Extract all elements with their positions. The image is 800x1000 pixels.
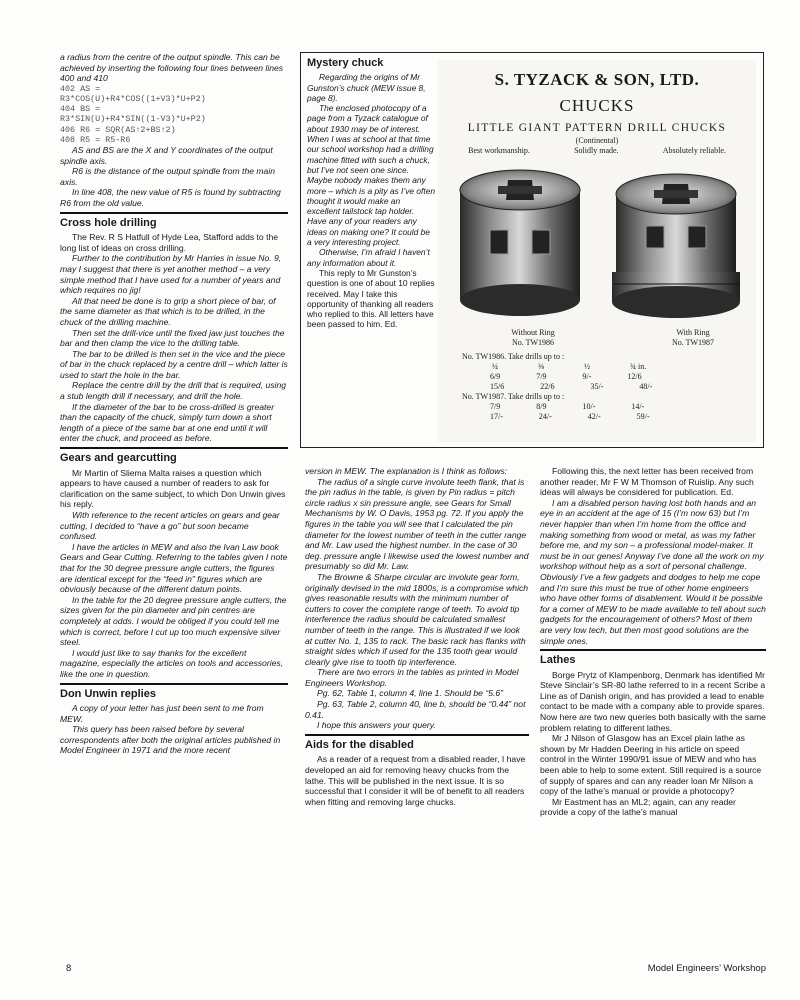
paragraph: The radius of a single curve involute teeth flank, that is the pin radius in the table, is given by Pin radius = pitch circle radius x sin pressure angle, see Gears for Small Mechanisms by W. O Davis, 1953 pg. 72. If you apply the figures in the table you will see that I calculated the pin diameter for the lowest number of teeth in the cutter range and Mr. Law used the highest number. In the case of 30 deg. pressure angle I likewise used the lowest number and presumably so did Mr. Law. [305,476,529,572]
section-heading: Gears and gearcutting [60,452,177,465]
mystery-chuck-text [307,58,435,330]
catalogue-title: CHUCKS [559,96,635,115]
page-number: 8 [66,963,72,974]
price-row: ¼ ⅜ ½ ¾ in. [492,362,647,371]
price-table [462,352,752,422]
paragraph: Following this, the next letter has been received from another reader, Mr F W M Thomson of Ruislip. Any such ideas will always be considered for publication. Ed. [540,466,754,498]
paragraph: Borge Prytz of Klampenborg, Denmark has identified Mr Steve Sinclair’s SR-80 lathe referred to in a recent Scribe a Line as of Danish origin, and has provided a lead to enable contact to be made with a company able to provide spares. Now here are two new queries both basically with the same problem relating to different lathes. [540,669,766,733]
paragraph: version in MEW. The explanation is I think as follows: [305,466,508,476]
paragraph: Replace the centre drill by the drill that is required, using a stub length drill if necessary, and drill the hole. [60,380,287,402]
paragraph: Then set the drill-vice until the fixed jaw just touches the bar and then clamp the vice to the drilling table. [60,327,285,349]
paragraph: Mr Martin of Sliema Malta raises a question which appears to have caused a number of readers to ask for clarification on the same subject, to which Don Unwin gives his reply. [60,467,286,510]
column-right [540,466,766,818]
tagline-item: Absolutely reliable. [662,146,726,155]
caption-with-ring: With Ring No. TW1987 [671,328,715,347]
intro-paragraph: a radius from the centre of the output spindle. This can be achieved by inserting the following four lines between lines 400 and 410 [60,52,284,84]
code-line: 402 AS = [60,83,101,94]
paragraph: R6 is the distance of the output spindle from the main axis. [60,166,276,187]
catalogue-continental: (Continental) [575,136,619,145]
code-line: 404 BS = [60,104,101,115]
magazine-name: Model Engineers’ Workshop [647,963,766,974]
paragraph: The Browne & Sharpe circular arc involute gear form, originally devised in the mid 1800s, is a compromise which gives reasonable results with the minimum number of cutters to cover the complete range of teeth. To avoid tip interference the radius should be calculated smallest number of teeth in the range. This is illustrated if we look at cutter No. 1, 135 to rack. The basic rack has flanks with straight sides which if used for the 135 tooth gear would clearly give rise to tooth tip interference. [305,571,529,667]
paragraph: There are two errors in the tables as printed in Model Engineers Workshop. [305,667,519,688]
paragraph: The Rev. R S Hatfull of Hyde Lea, Stafford adds to the long list of ideas on cross drilling. [60,232,279,253]
tagline-item: Best workmanship. [468,146,530,155]
code-line: R3*SIN(U)+R4*SIN((1-V3)*U+P2) [60,114,206,125]
catalogue-subtitle: LITTLE GIANT PATTERN DRILL CHUCKS [467,122,727,134]
section-rule [540,649,766,651]
paragraph: Pg. 63, Table 2, column 40, line b, should be “0.44” not 0.41. [305,699,526,720]
chuck-illustrations [438,160,756,340]
paragraph: I am a disabled person having lost both hands and an eye in an accident at the age of 15 (I’m now 63) but I’m never happier than when I’m home from the office and making something from wood or metal, as was my father before me, and my son – a professional model-maker. It must be in our genes! Anyway I’ve done all the work on my workshop without help as a sort of personal challenge. Obviously I’ve a few gadgets and dodges to help me cope and I’m sure this must be true of other home engineers who have other forms of disablement. Would it be possible for a corner of MEW to be made available to tell about such gadgets for the encouragement of others? Most of them are very low tech, but then most good solutions are the simple ones. [540,497,766,646]
paragraph: The bar to be drilled is then set in the vice and the piece of bar in the chuck replaced by a centre drill – which latter is used to start the hole in the bar. [60,348,288,380]
paragraph: Regarding the origins of Mr Gunston’s chuck (MEW issue 8, page 8). [307,72,426,103]
price-row: 17/- 24/- 42/- 59/- [490,412,650,421]
price-row-header: No. TW1986. Take drills up to : [462,352,565,361]
paragraph: If the diameter of the bar to be cross-drilled is greater than the capacity of the chuck, simply turn down a short length of a piece of the same bar at one end until it will enter the chuck, and proceed as before. [60,401,275,444]
paragraph: This reply to Mr Gunston’s question is one of about 10 replies received. May I take this opportunity of thanking all readers who replied to this. All letters have been passed to him. Ed. [307,267,435,330]
paragraph: In the table for the 20 degree pressure angle cutters, the sizes given for the pin diameter and pin centres are completely at odds. I would be obliged if you could tell me which is correct, before I cut up too much expensive silver steel. [60,594,287,648]
section-heading: Aids for the disabled [305,738,414,751]
code-line: 406 R6 = SQR(AS↑2+BS↑2) [60,124,176,135]
paragraph: All that need be done is to grip a short piece of bar, of the same diameter as that which is to be drilled, in the chuck of the drilling machine. [60,295,276,327]
paragraph: As a reader of a request from a disabled reader, I have developed an aid for removing heavy chucks from the lathe. This will be published in the next issue. It is so successful that I consider it will be of benefit to all readers when fitting and removing large chucks. [305,754,526,807]
paragraph: In line 408, the new value of R5 is found by subtracting R6 from the old value. [60,187,281,208]
paragraph: Further to the contribution by Mr Harries in issue No. 9, may I suggest that there is yet another method – a very simple method that I have used for a number of years and which requires no jig! [60,253,282,296]
section-heading: Lathes [540,654,576,667]
paragraph: Otherwise, I’m afraid I haven’t any information about it. [307,247,430,268]
column-middle [305,466,529,807]
paragraph: This query has been raised before by several correspondents after both the original articles published in Model Engineer in 1971 and the more recent [60,724,281,756]
section-rule [60,447,288,449]
tyzack-catalogue-page [438,60,756,442]
price-row: 6/9 7/9 9/- 12/6 [490,372,642,381]
tagline-item: Solidly made. [574,146,619,155]
column-left [60,52,288,756]
paragraph: I would just like to say thanks for the excellent magazine, especially the articles on tools and accessories, like the one in question. [60,647,284,679]
chuck-with-ring-image [612,174,740,318]
paragraph: With reference to the recent articles on gears and gear cutting, I decided to “have a go” but soon became confused. [60,510,280,542]
paragraph: AS and BS are the X and Y coordinates of the output spindle axis. [60,145,273,166]
section-heading: Cross hole drilling [60,216,157,229]
chuck-without-ring-image [460,170,580,316]
catalogue-tagline [438,146,756,155]
section-heading: Don Unwin replies [60,687,156,700]
paragraph: Mr J Nilson of Glasgow has an Excel plain lathe as shown by Mr Hadden Deering in his article on speed control in the Winter 1990/91 issue of MEW and who has been able to help to some extent. Still required is a source of supply of spares and can any reader loan Mr Nilson a copy of the lathe’s manual or provide a photocopy? [540,733,762,797]
section-rule [60,212,288,214]
paragraph: The enclosed photocopy of a page from a Tyzack catalogue of about 1930 may be of interest. When I was at school at that time our school workshop had a drilling machine fitted with such a chuck, but I’ve not seen one since. Maybe nobody makes them any more – which is a pity as I’ve often thought it would make an excellent tailstock tap holder. Have any of your readers any ideas on making one? It could be a very interesting project. [307,103,436,248]
section-rule [60,683,288,685]
code-line: R3*COS(U)+R4*COS((1+V3)*U+P2) [60,93,206,104]
section-rule [305,734,529,736]
paragraph: A copy of your letter has just been sent to me from MEW. [60,703,264,724]
catalogue-company: S. TYZACK & SON, LTD. [494,70,700,89]
section-heading: Mystery chuck [307,57,384,69]
price-row: 15/6 22/6 35/- 48/- [490,382,653,391]
code-line: 408 R5 = R5-R6 [60,134,131,145]
price-row-header: No. TW1987. Take drills up to : [462,392,565,401]
caption-without-ring: Without Ring No. TW1986 [511,328,555,347]
price-row: 7/9 8/9 10/- 14/- [490,402,645,411]
paragraph: I have the articles in MEW and also the Ivan Law book Gears and Gear Cutting. Referring to the tables given I note that for the 30 degree pressure angle cutters, the figures are identical except for the “feed in” figures which are obviously because of the different datum points. [60,541,288,595]
paragraph: Pg. 62, Table 1, column 4, line 1. Should be “5.6” [317,688,503,699]
paragraph: I hope this answers your query. [317,720,436,731]
paragraph: Mr Eastment has an ML2; again, can any reader provide a copy of the lathe’s manual [540,796,736,818]
